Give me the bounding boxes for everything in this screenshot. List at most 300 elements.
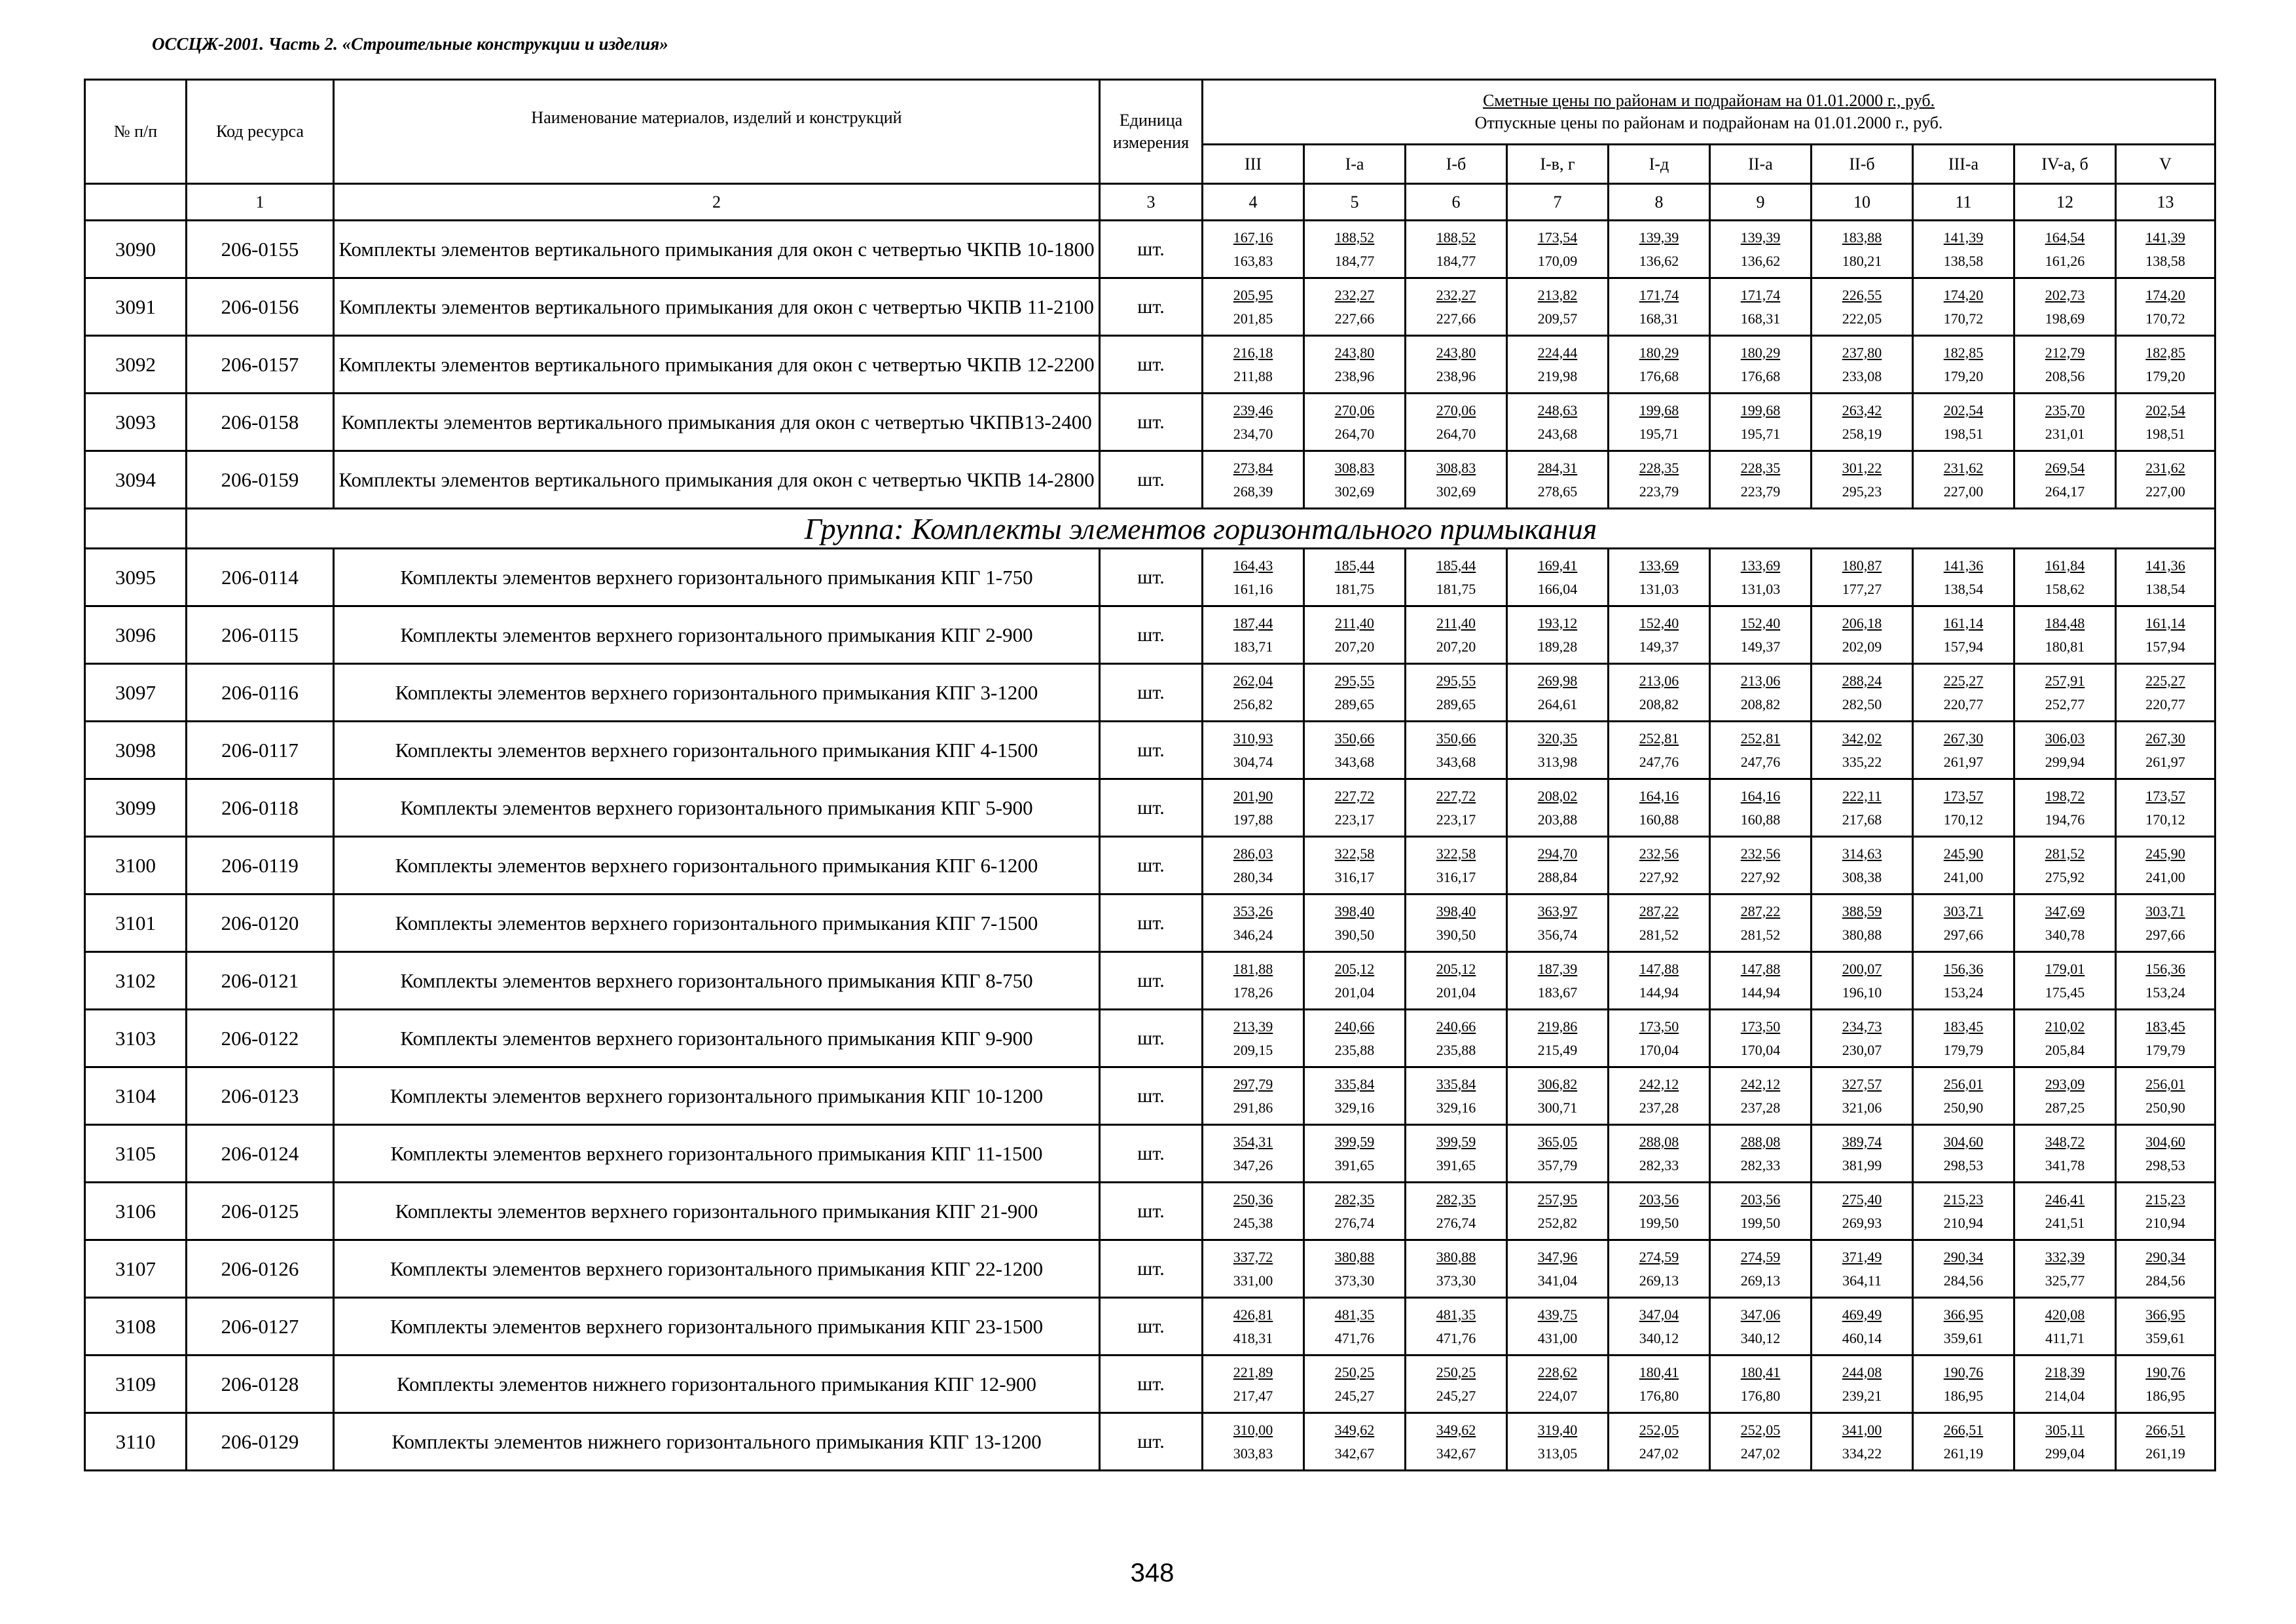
price-cell [1710,837,1812,895]
item-name: Комплекты элементов верхнего горизонтального примыкания КПГ 9-900 [334,1010,1100,1067]
col-number: 9 [1710,184,1812,221]
release-price: 357,79 [1537,1156,1578,1173]
release-price: 181,75 [1436,580,1476,597]
release-price: 261,97 [2145,753,2185,770]
price-cell [1203,278,1304,336]
release-price: 471,76 [1436,1329,1476,1346]
estimated-price: 380,88 [1436,1248,1476,1265]
price-cell [1406,837,1507,895]
price-cell [2116,1010,2215,1067]
price-cell [1609,1183,1710,1240]
price-cell [2014,1356,2116,1413]
estimated-price: 184,48 [2045,614,2085,631]
estimated-price: 234,73 [1842,1018,1882,1035]
estimated-price: 173,57 [2145,787,2185,804]
estimated-price: 242,12 [1740,1075,1781,1092]
estimated-price: 245,90 [2145,845,2185,862]
release-price: 215,49 [1537,1041,1578,1058]
price-cell [2014,837,2116,895]
price-cell [1304,1125,1406,1183]
estimated-price: 288,08 [1740,1133,1781,1150]
estimated-price: 243,80 [1436,344,1476,361]
price-cell [1406,606,1507,664]
estimated-price: 202,54 [1943,401,1984,418]
price-cell [1507,1067,1609,1125]
estimated-price: 180,29 [1740,344,1781,361]
estimated-price: 275,40 [1842,1190,1882,1208]
estimated-price: 169,41 [1537,557,1578,574]
release-price: 220,77 [1943,695,1984,712]
release-price: 356,74 [1537,926,1578,943]
col-header-name: Наименование материалов, изделий и конструкций [334,80,1100,184]
estimated-price: 141,39 [2145,229,2185,246]
table-row [85,1183,2215,1240]
estimated-price: 139,39 [1639,229,1679,246]
release-price: 186,95 [2145,1387,2185,1404]
price-cell [1304,451,1406,509]
release-price: 235,88 [1334,1041,1375,1058]
estimated-price: 349,62 [1334,1421,1375,1438]
estimated-price: 228,62 [1537,1363,1578,1380]
release-price: 223,17 [1436,811,1476,828]
estimated-price: 287,22 [1639,902,1679,919]
release-price: 194,76 [2045,811,2085,828]
col-header-district: IV-а, б [2014,145,2116,184]
release-price: 227,00 [1943,483,1984,500]
price-cell [1304,1413,1406,1471]
release-price: 380,88 [1842,926,1882,943]
release-price: 287,25 [2045,1099,2085,1116]
release-price: 340,12 [1639,1329,1679,1346]
estimated-price: 206,18 [1842,614,1882,631]
item-name: Комплекты элементов верхнего горизонтального примыкания КПГ 7-1500 [334,895,1100,952]
price-cell [1304,1356,1406,1413]
estimated-price: 133,69 [1740,557,1781,574]
release-price: 276,74 [1334,1214,1375,1231]
estimated-price: 219,86 [1537,1018,1578,1035]
price-cell [1609,1010,1710,1067]
estimated-price: 173,54 [1537,229,1578,246]
estimated-price: 227,72 [1334,787,1375,804]
release-price: 342,67 [1334,1445,1375,1462]
table-row [85,952,2215,1010]
price-cell [2116,1125,2215,1183]
estimated-price: 182,85 [1943,344,1984,361]
release-price: 391,65 [1334,1156,1375,1173]
document-header: ОССЦЖ-2001. Часть 2. «Строительные конструкции и изделия» [152,34,668,54]
release-price: 282,33 [1639,1156,1679,1173]
estimated-price: 399,59 [1436,1133,1476,1150]
table-row [85,1125,2215,1183]
price-cell [2116,278,2215,336]
price-cell [2014,1125,2116,1183]
estimated-price: 350,66 [1436,729,1476,747]
price-cell [1304,221,1406,278]
release-price: 264,70 [1436,425,1476,442]
estimated-price: 232,56 [1639,845,1679,862]
col-header-district: II-б [1812,145,1913,184]
col-header-district: I-в, г [1507,145,1609,184]
price-cell [1406,394,1507,451]
estimated-price: 156,36 [2145,960,2185,977]
release-price: 313,05 [1537,1445,1578,1462]
estimated-price: 366,95 [2145,1306,2185,1323]
estimated-price: 182,85 [2145,344,2185,361]
price-cell [1507,336,1609,394]
table-row [85,1067,2215,1125]
price-cell [1913,278,2014,336]
estimated-price: 371,49 [1842,1248,1882,1265]
price-cell [1203,221,1304,278]
estimated-price: 310,00 [1233,1421,1273,1438]
estimated-price: 211,40 [1335,614,1374,631]
estimated-price: 306,82 [1537,1075,1578,1092]
estimated-price: 270,06 [1436,401,1476,418]
release-price: 184,77 [1334,252,1375,269]
price-cell [1507,779,1609,837]
price-cell [1913,1125,2014,1183]
item-name: Комплекты элементов вертикального примыкания для окон с четвертью ЧКПВ13-2400 [334,394,1100,451]
price-cell [2014,394,2116,451]
estimated-price: 388,59 [1842,902,1882,919]
price-cell [1304,549,1406,606]
release-price: 284,56 [2145,1272,2185,1289]
table-row [85,779,2215,837]
estimated-price: 212,79 [2045,344,2085,361]
price-cell [1406,1413,1507,1471]
estimated-price: 350,66 [1334,729,1375,747]
price-cell [2014,1010,2116,1067]
release-price: 237,28 [1639,1099,1679,1116]
release-price: 299,04 [2045,1445,2085,1462]
release-price: 203,88 [1537,811,1578,828]
release-price: 329,16 [1436,1099,1476,1116]
group-title: Группа: Комплекты элементов горизонтального примыкания [187,509,2215,549]
release-price: 227,66 [1436,310,1476,327]
release-price: 238,96 [1334,367,1375,384]
release-price: 235,88 [1436,1041,1476,1058]
resource-code: 206-0115 [187,606,334,664]
table-row [85,664,2215,722]
estimated-price: 354,31 [1233,1133,1273,1150]
release-price: 170,04 [1639,1041,1679,1058]
price-cell [1609,394,1710,451]
release-price: 131,03 [1740,580,1781,597]
price-cell [1304,1240,1406,1298]
row-number: 3093 [85,394,187,451]
release-price: 207,20 [1334,638,1375,655]
price-cell [1609,722,1710,779]
estimated-price: 257,95 [1537,1190,1578,1208]
item-name: Комплекты элементов верхнего горизонтального примыкания КПГ 2-900 [334,606,1100,664]
price-cell [1812,278,1913,336]
estimated-price: 481,35 [1436,1306,1476,1323]
price-cell [1609,1240,1710,1298]
estimated-price: 314,63 [1842,845,1882,862]
release-price: 276,74 [1436,1214,1476,1231]
unit: шт. [1100,1240,1203,1298]
release-price: 205,84 [2045,1041,2085,1058]
estimated-price: 399,59 [1334,1133,1375,1150]
estimated-price: 252,81 [1740,729,1781,747]
price-cell [1203,722,1304,779]
release-price: 298,53 [2145,1156,2185,1173]
price-cell [2014,606,2116,664]
estimated-price: 174,20 [1943,286,1984,303]
resource-code: 206-0157 [187,336,334,394]
table-row [85,221,2215,278]
resource-code: 206-0159 [187,451,334,509]
item-name: Комплекты элементов верхнего горизонтального примыкания КПГ 6-1200 [334,837,1100,895]
estimated-price: 225,27 [2145,672,2185,689]
col-number-num-empty [85,184,187,221]
release-price: 264,17 [2045,483,2085,500]
price-cell [1304,1010,1406,1067]
release-price: 160,88 [1639,811,1679,828]
col-number: 6 [1406,184,1507,221]
release-price: 298,53 [1943,1156,1984,1173]
release-price: 222,05 [1842,310,1882,327]
estimated-price: 161,84 [2045,557,2085,574]
price-cell [2116,779,2215,837]
release-price: 261,19 [1943,1445,1984,1462]
release-price: 189,28 [1537,638,1578,655]
release-price: 258,19 [1842,425,1882,442]
estimated-price: 304,60 [2145,1133,2185,1150]
price-cell [1609,1125,1710,1183]
table-row [85,278,2215,336]
price-subtitle: Отпускные цены по районам и подрайонам на 01.01.2000 г., руб. [1474,113,1943,132]
estimated-price: 202,54 [2145,401,2185,418]
row-number: 3099 [85,779,187,837]
estimated-price: 205,12 [1334,960,1375,977]
price-cell [2116,394,2215,451]
estimated-price: 269,98 [1537,672,1578,689]
release-price: 431,00 [1537,1329,1578,1346]
release-price: 219,98 [1537,367,1578,384]
estimated-price: 205,12 [1436,960,1476,977]
estimated-price: 305,11 [2045,1421,2085,1438]
release-price: 217,47 [1233,1387,1273,1404]
price-cell [1913,1356,2014,1413]
release-price: 373,30 [1334,1272,1375,1289]
col-header-prices [1203,80,2215,145]
price-cell [1507,664,1609,722]
estimated-price: 199,68 [1639,401,1679,418]
resource-code: 206-0128 [187,1356,334,1413]
price-cell [2014,1067,2116,1125]
release-price: 201,04 [1334,984,1375,1001]
price-cell [1913,895,2014,952]
price-cell [1203,1125,1304,1183]
release-price: 179,79 [1943,1041,1984,1058]
item-name: Комплекты элементов вертикального примыкания для окон с четвертью ЧКПВ 14-2800 [334,451,1100,509]
estimated-price: 290,34 [2145,1248,2185,1265]
release-price: 238,96 [1436,367,1476,384]
price-cell [1812,1067,1913,1125]
unit: шт. [1100,1413,1203,1471]
estimated-price: 281,52 [2045,845,2085,862]
release-price: 176,80 [1740,1387,1781,1404]
release-price: 207,20 [1436,638,1476,655]
row-number: 3102 [85,952,187,1010]
estimated-price: 211,40 [1436,614,1476,631]
release-price: 281,52 [1740,926,1781,943]
price-cell [2014,549,2116,606]
col-number: 2 [334,184,1100,221]
price-cell [2116,1067,2215,1125]
price-cell [1406,549,1507,606]
price-cell [1609,1298,1710,1356]
table-row [85,394,2215,451]
release-price: 138,54 [1943,580,1984,597]
release-price: 138,54 [2145,580,2185,597]
row-number: 3094 [85,451,187,509]
item-name: Комплекты элементов вертикального примыкания для окон с четвертью ЧКПВ 11-2100 [334,278,1100,336]
estimated-price: 274,59 [1740,1248,1781,1265]
row-number: 3106 [85,1183,187,1240]
estimated-price: 171,74 [1639,286,1679,303]
item-name: Комплекты элементов верхнего горизонтального примыкания КПГ 4-1500 [334,722,1100,779]
price-cell [1507,1356,1609,1413]
estimated-price: 147,88 [1740,960,1781,977]
release-price: 179,20 [2145,367,2185,384]
price-cell [2116,837,2215,895]
price-cell [1507,1298,1609,1356]
price-cell [1812,1240,1913,1298]
estimated-price: 282,35 [1436,1190,1476,1208]
col-header-district: V [2116,145,2215,184]
release-price: 175,45 [2045,984,2085,1001]
price-cell [1203,606,1304,664]
price-cell [1203,952,1304,1010]
estimated-price: 190,76 [1943,1363,1984,1380]
row-number: 3101 [85,895,187,952]
estimated-price: 181,88 [1233,960,1273,977]
price-cell [2116,952,2215,1010]
table-row [85,549,2215,606]
estimated-price: 164,16 [1740,787,1781,804]
price-cell [2014,451,2116,509]
resource-code: 206-0119 [187,837,334,895]
estimated-price: 237,80 [1842,344,1882,361]
price-cell [1203,1010,1304,1067]
estimated-price: 225,27 [1943,672,1984,689]
price-cell [1406,952,1507,1010]
estimated-price: 180,29 [1639,344,1679,361]
price-cell [1304,779,1406,837]
release-price: 223,17 [1334,811,1375,828]
release-price: 243,68 [1537,425,1578,442]
price-cell [1507,1413,1609,1471]
price-cell [1913,1413,2014,1471]
price-cell [1304,336,1406,394]
col-header-num: № п/п [85,80,187,184]
table-header [85,80,2215,221]
price-cell [1710,549,1812,606]
release-price: 136,62 [1740,252,1781,269]
release-price: 245,27 [1436,1387,1476,1404]
release-price: 201,85 [1233,310,1273,327]
price-cell [1406,278,1507,336]
unit: шт. [1100,895,1203,952]
release-price: 359,61 [1943,1329,1984,1346]
price-cell [1609,549,1710,606]
estimated-price: 293,09 [2045,1075,2085,1092]
row-number: 3107 [85,1240,187,1298]
release-price: 136,62 [1639,252,1679,269]
price-table [84,79,2216,1471]
release-price: 170,12 [1943,811,1984,828]
price-cell [1304,1183,1406,1240]
release-price: 269,13 [1740,1272,1781,1289]
col-number: 5 [1304,184,1406,221]
row-number: 3108 [85,1298,187,1356]
price-cell [1812,1356,1913,1413]
estimated-price: 252,05 [1740,1421,1781,1438]
release-price: 208,82 [1740,695,1781,712]
price-cell [1913,549,2014,606]
col-number: 12 [2014,184,2116,221]
price-cell [1203,1298,1304,1356]
release-price: 343,68 [1436,753,1476,770]
item-name: Комплекты элементов верхнего горизонтального примыкания КПГ 23-1500 [334,1298,1100,1356]
estimated-price: 322,58 [1334,845,1375,862]
price-cell [1710,1067,1812,1125]
price-cell [1203,394,1304,451]
price-cell [1812,952,1913,1010]
price-cell [1609,895,1710,952]
release-price: 144,94 [1740,984,1781,1001]
estimated-price: 267,30 [1943,729,1984,747]
estimated-price: 213,06 [1639,672,1679,689]
table-row [85,837,2215,895]
estimated-price: 342,02 [1842,729,1882,747]
row-number: 3104 [85,1067,187,1125]
price-cell [1710,1183,1812,1240]
release-price: 241,51 [2045,1214,2085,1231]
release-price: 202,09 [1842,638,1882,655]
col-header-district: I-б [1406,145,1507,184]
release-price: 347,26 [1233,1156,1273,1173]
release-price: 184,77 [1436,252,1476,269]
price-cell [1710,779,1812,837]
price-cell [1710,1356,1812,1413]
price-cell [1203,1067,1304,1125]
estimated-price: 306,03 [2045,729,2085,747]
release-price: 186,95 [1943,1387,1984,1404]
price-cell [1710,278,1812,336]
release-price: 217,68 [1842,811,1882,828]
price-cell [1507,606,1609,664]
estimated-price: 239,46 [1233,401,1273,418]
col-number: 1 [187,184,334,221]
price-cell [1507,1240,1609,1298]
release-price: 214,04 [2045,1387,2085,1404]
group-row [85,509,2215,549]
release-price: 210,94 [1943,1214,1984,1231]
release-price: 168,31 [1740,310,1781,327]
price-cell [1609,952,1710,1010]
unit: шт. [1100,1067,1203,1125]
estimated-price: 263,42 [1842,401,1882,418]
release-price: 179,79 [2145,1041,2185,1058]
release-price: 195,71 [1639,425,1679,442]
estimated-price: 365,05 [1537,1133,1578,1150]
estimated-price: 183,45 [1943,1018,1984,1035]
item-name: Комплекты элементов вертикального примыкания для окон с четвертью ЧКПВ 10-1800 [334,221,1100,278]
price-cell [1812,1125,1913,1183]
